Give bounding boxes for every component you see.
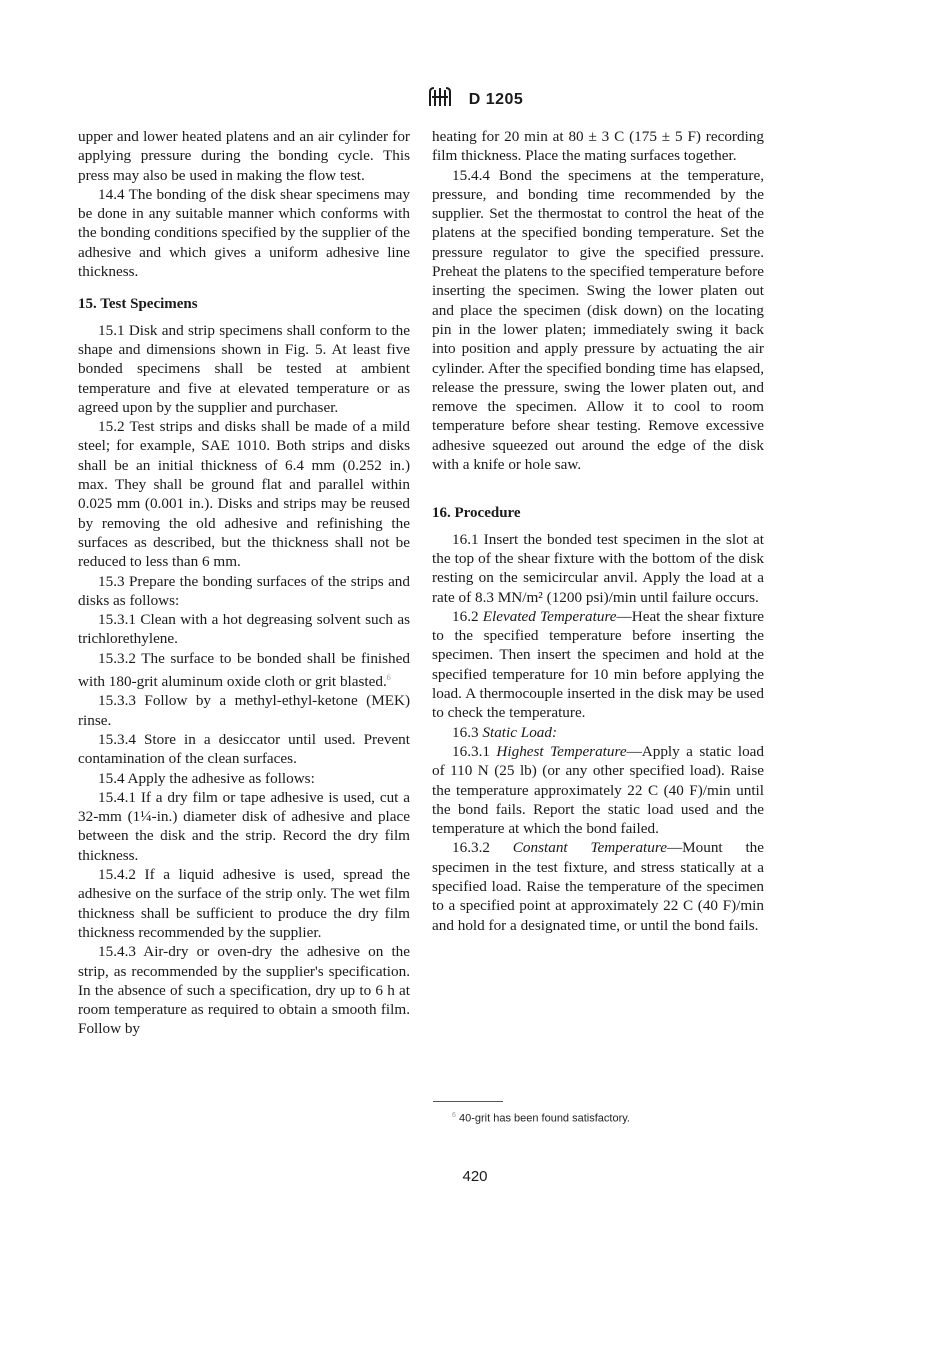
paragraph-16-3 [432,723,764,742]
paragraph-number: 16.3 [452,723,479,741]
paragraph-15-3-4: 15.3.4 Store in a desiccator until used. Prevent contamination of the clean surfaces. [78,730,410,768]
footnote-mark: 6 [452,1112,456,1119]
paragraph-15-3-1: 15.3.1 Clean with a hot degreasing solvent such as trichlorethylene. [78,611,410,648]
paragraph-15-3-2 [78,649,410,692]
paragraph-15-4-2: 15.4.2 If a liquid adhesive is used, spread the adhesive on the surface of the strip only. The wet film thickness shall be sufficient to produce the dry film thickness recommended by the supplier. [78,866,410,941]
paragraph-number: 16.3.2 [452,839,490,857]
paragraph-15-4-1: 15.4.1 If a dry film or tape adhesive is used, cut a 32-mm (1¼-in.) diameter disk of adhesive and place between the disk and the strip. Record the dry film thickness. [78,788,410,864]
paragraph-16-1: 16.1 Insert the bonded test specimen in the slot at the top of the shear fixture with the bottom of the disk resting on the semicircular anvil. Apply the load at a rate of 8.3 MN/m² (1200 psi)/min until failure occurs. [432,530,764,606]
paragraph-title: Elevated Temperature [482,607,617,625]
footnote-text: 40-grit has been found satisfactory. [458,1112,630,1125]
section-heading-16: 16. Procedure [432,505,521,522]
right-column [432,127,764,935]
page-number: 420 [462,1168,488,1185]
paragraph-title: Static Load: [482,723,558,741]
paragraph-text: 15.3.2 The surface to be bonded shall be finished with 180-grit aluminum oxide cloth or grit blasted. [78,649,410,691]
paragraph-text: —Apply a static load of 110 N (25 lb) (or any other specified load). Raise the temperature approximately 22 C (40 F)/min until the bond fails. Report the static load used and the temperature at which the bond failed. [432,742,764,838]
paragraph-15-2: 15.2 Test strips and disks shall be made of a mild steel; for example, SAE 1010. Both strips and disks shall be an initial thickness of 6.4 mm (0.252 in.) max. They shall be ground flat and parallel within 0.025 mm (0.001 in.). Disks and strips may be reused by removing the old adhesive and refinishing the surfaces as described, but the thickness shall not be reduced to less than 6 mm. [78,418,410,571]
paragraph-16-3-1 [432,742,764,838]
astm-logo-icon [427,86,453,113]
paragraph-15-3-3: 15.3.3 Follow by a methyl-ethyl-ketone (MEK) rinse. [78,692,410,729]
paragraph-title: Constant Temperature [512,839,667,857]
paragraph-16-2 [432,607,764,723]
paragraph-15-4-4: 15.4.4 Bond the specimens at the temperature, pressure, and bonding time recommended by the supplier. Set the thermostat to control the heat of the platens at the specified bonding temperature. Set the pressure regulator to give the specified pressure. Preheat the platens to the specified temperature before inserting the specimen. Swing the lower platen out and place the specimen (disk down) on the locating pin in the lower platen; immediately swing it back into position and apply pressure by actuating the air cylinder. After the specified bonding time has elapsed, release the pressure, swing the lower platen out, and remove the specimen. Allow it to cool to room temperature before shear testing. Remove excessive adhesive squeezed out around the edge of the disk with a knife or hole saw. [432,166,764,474]
paragraph-title: Highest Temperature [496,742,627,760]
left-column [78,127,410,1039]
paragraph-text: —Mount the specimen in the test fixture, and stress statically at a specified load. Raise the temperature of the specimen to a specified point at approximately 22 C (40 F)/min and hold for a designated time, or until the bond fails. [432,839,765,934]
paragraph-text: —Heat the shear fixture to the specified temperature before inserting the specimen. Then insert the specimen and hold at the specified temperature for 10 min before applying the load. A thermocouple inserted in the disk may be used to check the temperature. [432,607,764,722]
paragraph-15-1: 15.1 Disk and strip specimens shall conform to the shape and dimensions shown in Fig. 5. At least five bonded specimens shall be tested at ambient temperature and five at elevated temperature or as agreed upon by the supplier and purchaser. [78,321,410,416]
paragraph-continued: heating for 20 min at 80 ± 3 C (175 ± 5 F) recording film thickness. Place the mating surfaces together. [432,128,764,165]
paragraph-15-4: 15.4 Apply the adhesive as follows: [98,769,315,787]
footnote-reference: 6 [386,673,391,683]
section-heading-15: 15. Test Specimens [78,296,198,313]
footnote-divider [433,1101,503,1102]
page-header [0,86,950,116]
paragraph-number: 16.3.1 [452,742,490,760]
paragraph-15-4-3: 15.4.3 Air-dry or oven-dry the adhesive on the strip, as recommended by the supplier's specification. In the absence of such a specification, dry up to 6 h at room temperature as required to obtain a smooth film. Follow by [78,943,410,1038]
paragraph-number: 16.2 [452,607,479,625]
footnote [452,1112,630,1125]
paragraph-16-3-2 [432,838,764,934]
paragraph-15-3: 15.3 Prepare the bonding surfaces of the strips and disks as follows: [78,572,410,609]
document-designation: D 1205 [468,90,524,108]
paragraph-14-4: 14.4 The bonding of the disk shear specimens may be done in any suitable manner which conforms with the bonding conditions specified by the supplier of the adhesive and which gives a uniform adhesive line thickness. [78,185,410,281]
paragraph: upper and lower heated platens and an air cylinder for applying pressure during the bonding cycle. This press may also be used in making the flow test. [78,128,410,184]
